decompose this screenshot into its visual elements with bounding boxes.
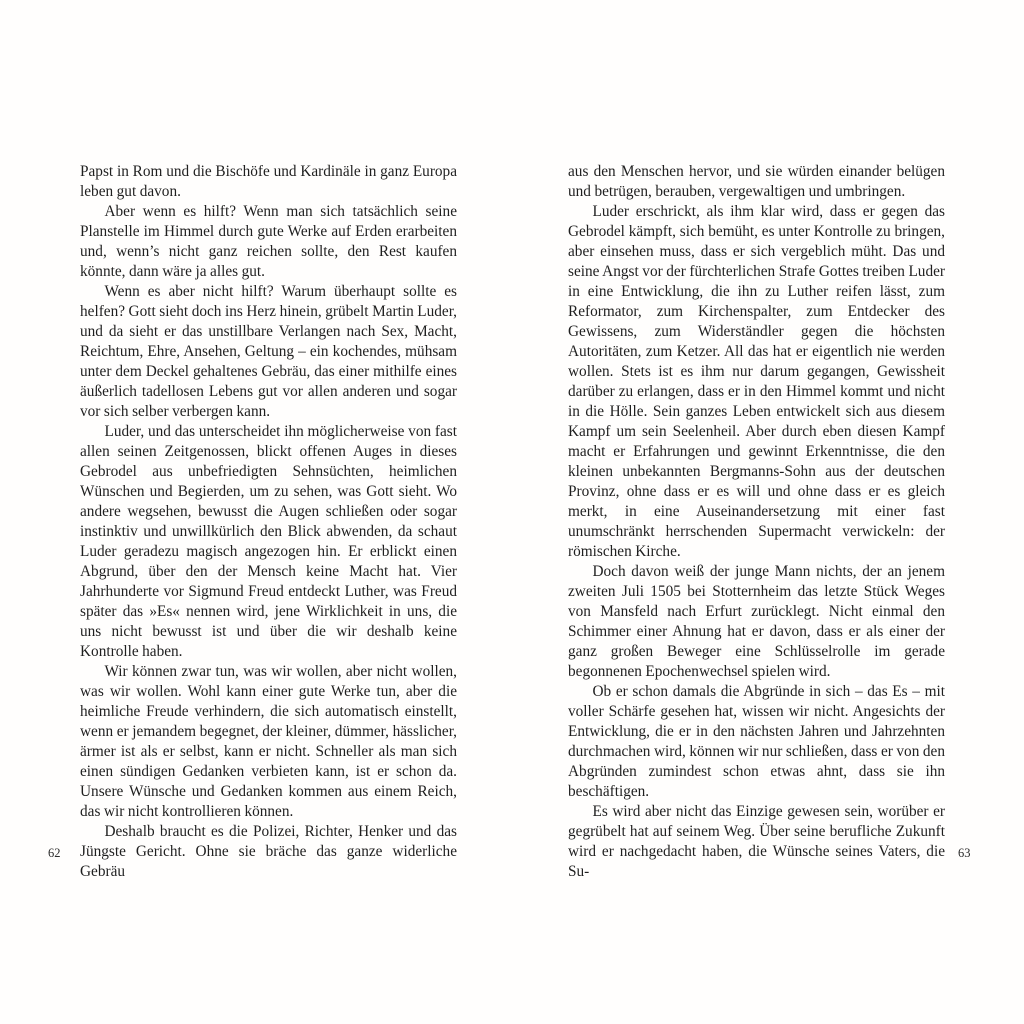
paragraph: Doch davon weiß der junge Mann nichts, der an jenem zweiten Juli 1505 bei Stotternheim das letzte Stück Weges von Mansfeld nach Erfurt zurücklegt. Nicht einmal den Schimmer einer Ahnung hat er davon, dass er als einer der ganz großen Beweger eine Schlüsselrolle im gerade begonnenen Epochenwechsel spielen wird. [568, 563, 945, 680]
page-right-text [568, 162, 945, 882]
paragraph: Deshalb braucht es die Polizei, Richter, Henker und das Jüngste Gericht. Ohne sie bräche das ganze widerliche Gebräu [80, 823, 457, 880]
paragraph: Luder erschrickt, als ihm klar wird, dass er gegen das Gebrodel kämpft, sich bemüht, es unter Kontrolle zu bringen, aber einsehen muss, dass er sich vergeblich müht. Das und seine Angst vor der fürchterlichen Strafe Gottes treiben Luder in eine Entwicklung, die ihn zu Luther reifen lässt, zum Reformator, zum Kirchenspalter, zum Entdecker des Gewissens, zum Widerständler gegen die höchsten Autoritäten, zum Ketzer. All das hat er eigentlich nie werden wollen. Stets ist es ihm nur darum gegangen, Gewissheit darüber zu erlangen, dass er in den Himmel kommt und nicht in die Hölle. Sein ganzes Leben entwickelt sich aus diesem Kampf um sein Seelenheil. Aber durch eben diesen Kampf macht er Erfahrungen und gewinnt Erkenntnisse, die den kleinen unbekannten Bergmanns-Sohn aus der deutschen Provinz, ohne dass er es will und ohne dass er es gleich merkt, in eine Auseinandersetzung mit einer fast unumschränkt herrschenden Supermacht verwickeln: der römischen Kirche. [568, 203, 945, 560]
paragraph: Wenn es aber nicht hilft? Warum überhaupt sollte es helfen? Gott sieht doch ins Herz hinein, grübelt Martin Luder, und da sieht er das unstillbare Verlangen nach Sex, Macht, Reichtum, Ehre, Ansehen, Geltung – ein kochendes, mühsam unter dem Deckel gehaltenes Gebräu, das einer mithilfe eines äußerlich tadellosen Lebens gut vor allen anderen und sogar vor sich selber verbergen kann. [80, 283, 457, 420]
paragraph: Es wird aber nicht das Einzige gewesen sein, worüber er gegrübelt hat auf seinem Weg. Über seine berufliche Zukunft wird er nachgedacht haben, die Wünsche seines Vaters, die Su- [568, 803, 945, 880]
paragraph: Luder, und das unterscheidet ihn möglicherweise von fast allen seinen Zeitgenossen, blickt offenen Auges in dieses Gebrodel aus unbefriedigten Sehnsüchten, heimlichen Wünschen und Begierden, um zu sehen, was Gott sieht. Wo andere wegsehen, bewusst die Augen schließen oder sogar instinktiv und unwillkürlich den Blick abwenden, da schaut Luder geradezu magisch angezogen hin. Er erblickt einen Abgrund, über den der Mensch keine Macht hat. Vier Jahrhunderte vor Sigmund Freud entdeckt Luther, was Freud später das »Es« nennen wird, jene Wirklichkeit in uns, die uns nicht bewusst ist und über die wir deshalb keine Kontrolle haben. [80, 423, 457, 660]
paragraph: Ob er schon damals die Abgründe in sich – das Es – mit voller Schärfe gesehen hat, wissen wir nicht. Angesichts der Entwicklung, die er in den nächsten Jahren und Jahrzehnten durchmachen wird, können wir nur schließen, dass er von den Abgründen zumindest schon etwas ahnt, dass sie ihn beschäftigen. [568, 683, 945, 800]
paragraph: aus den Menschen hervor, und sie würden einander belügen und betrügen, berauben, vergewaltigen und umbringen. [568, 163, 945, 200]
paragraph: Wir können zwar tun, was wir wollen, aber nicht wollen, was wir wollen. Wohl kann einer gute Werke tun, aber die heimliche Freude verhindern, die sich automatisch einstellt, wenn er jemandem begegnet, der kleiner, dümmer, hässlicher, ärmer ist als er selbst, kann er nicht. Schneller als man sich einen sündigen Gedanken verbieten kann, ist er schon da. Unsere Wünsche und Gedanken kommen aus einem Reich, das wir nicht kontrollieren können. [80, 663, 457, 820]
page-number-right: 63 [958, 846, 971, 860]
page-number-left: 62 [48, 846, 61, 860]
page-left-text [80, 162, 457, 882]
paragraph: Aber wenn es hilft? Wenn man sich tatsächlich seine Planstelle im Himmel durch gute Werke auf Erden erarbeiten und, wenn’s nicht ganz reichen sollte, den Rest kaufen könnte, dann wäre ja alles gut. [80, 203, 457, 280]
paragraph: Papst in Rom und die Bischöfe und Kardinäle in ganz Europa leben gut davon. [80, 163, 457, 200]
